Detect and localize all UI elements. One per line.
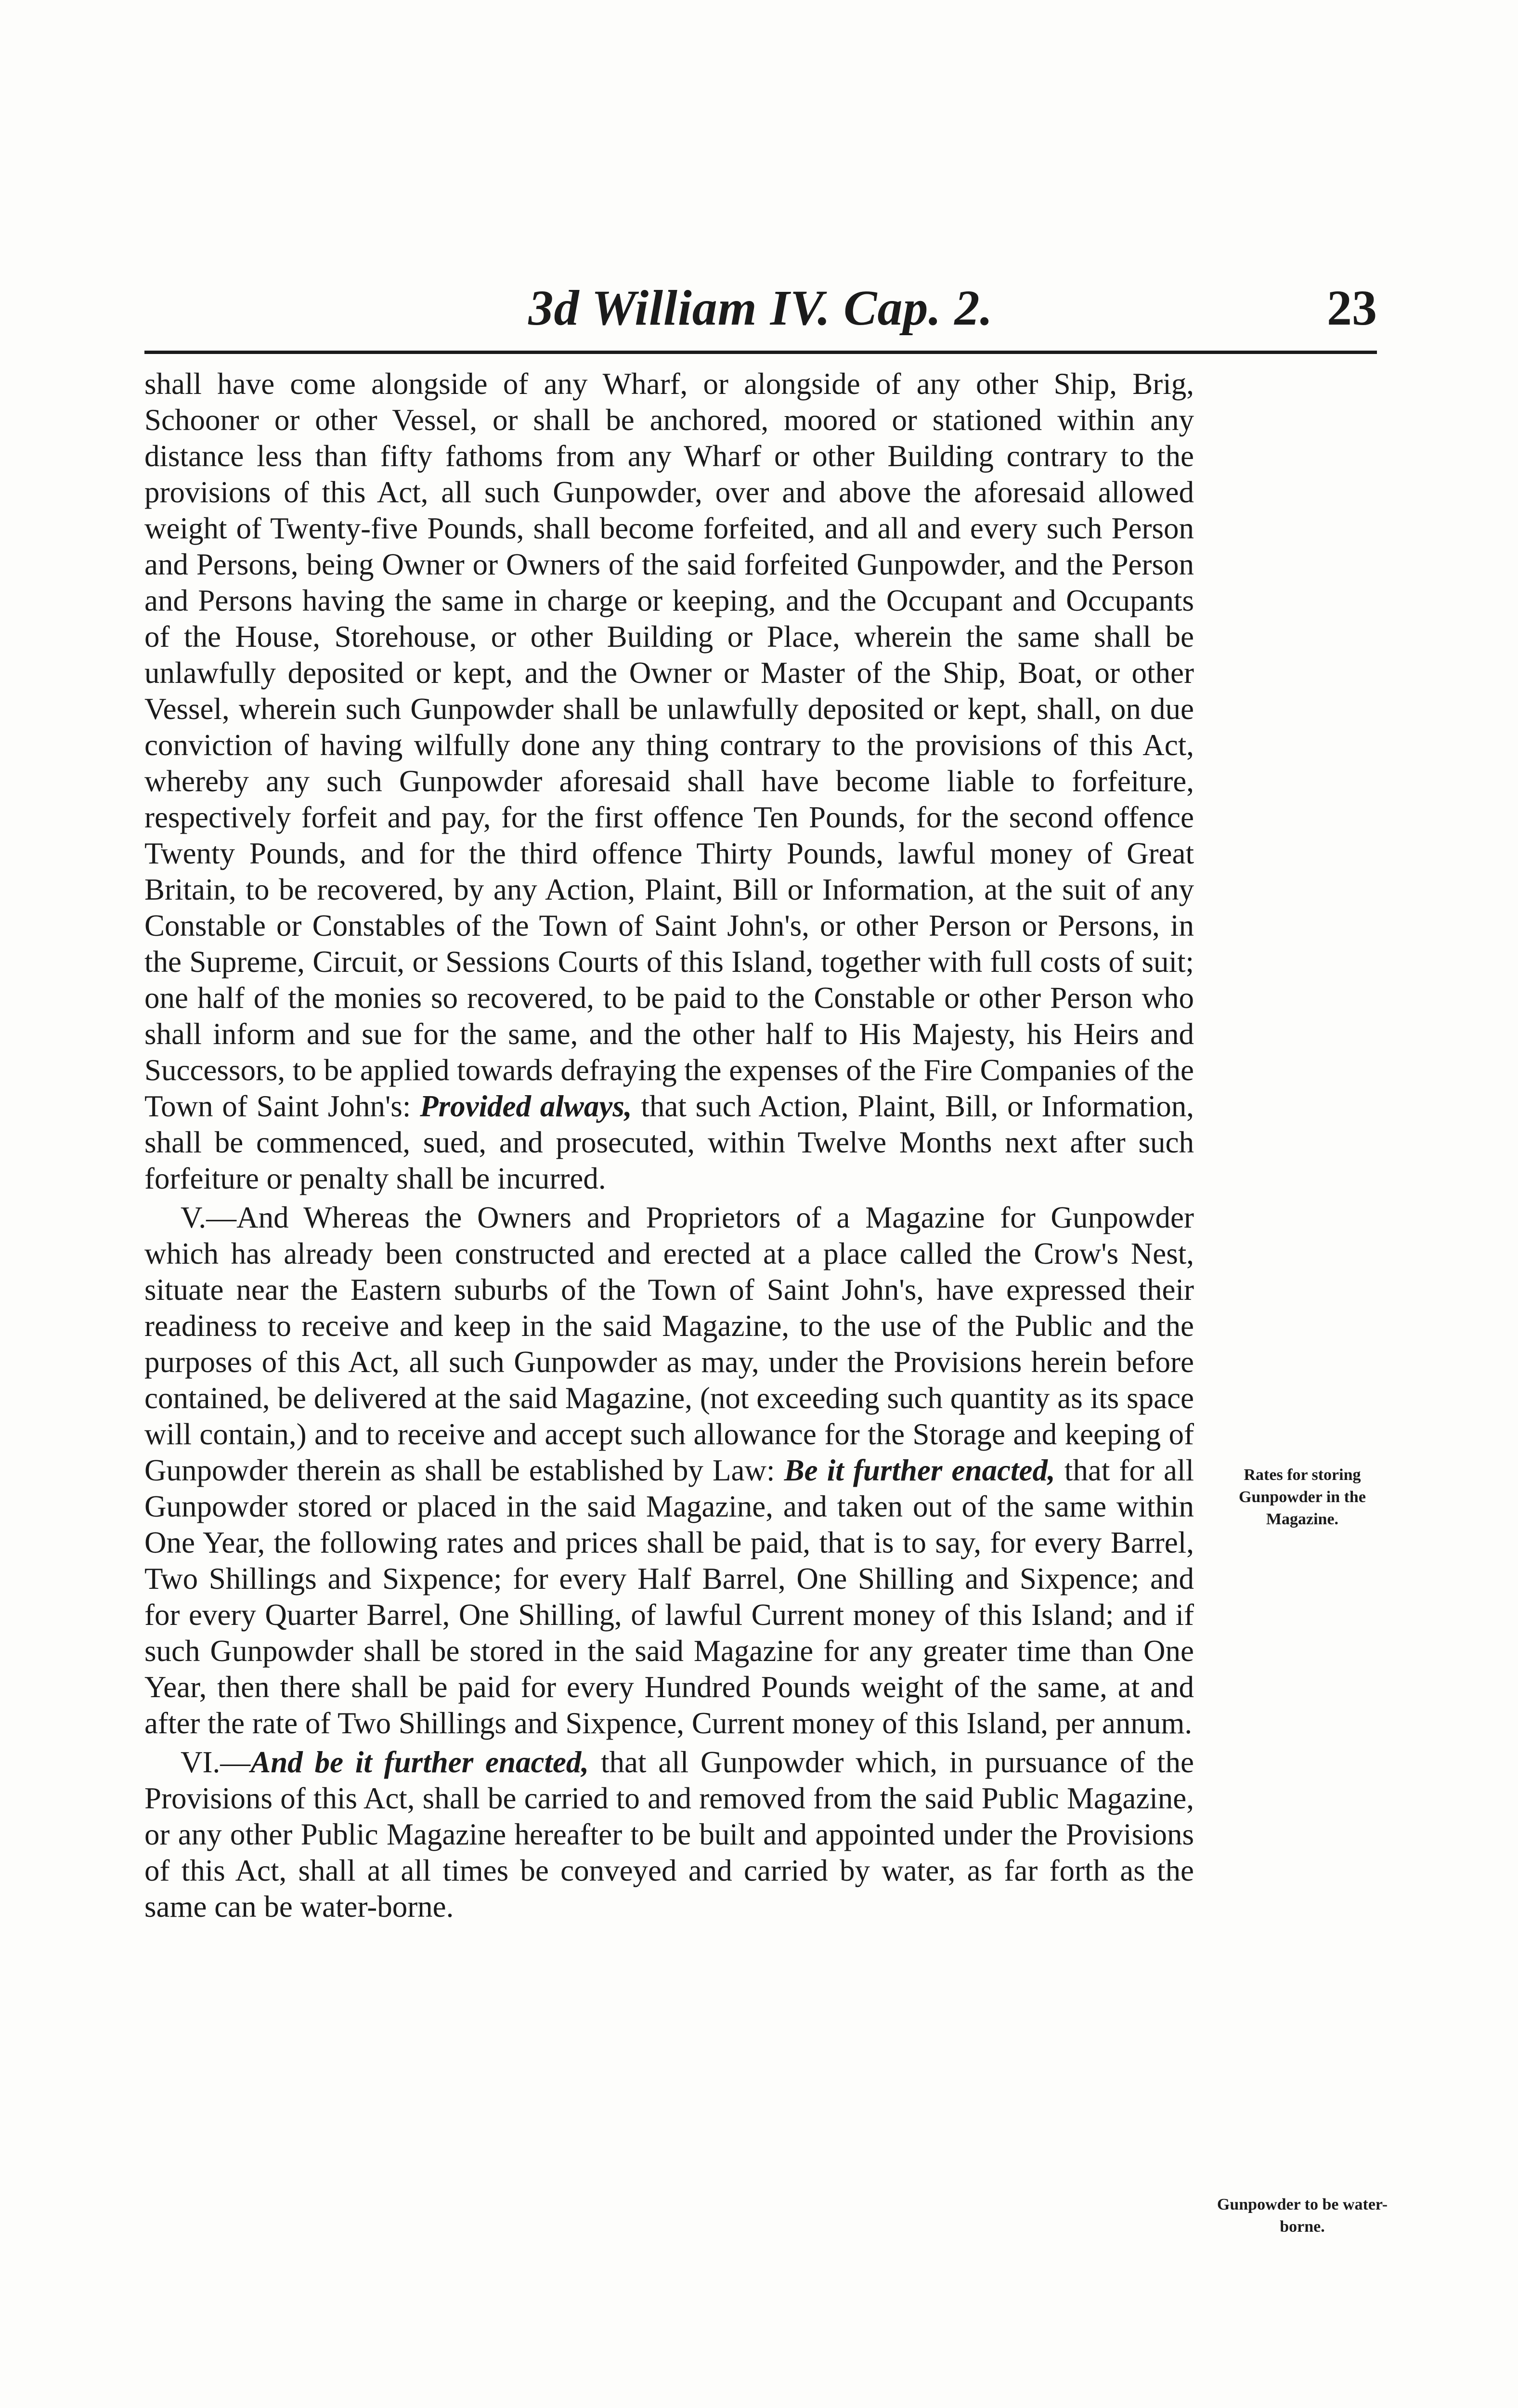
running-title: 3d William IV. Cap. 2. xyxy=(528,280,993,336)
section-v-paragraph xyxy=(144,1200,1194,1741)
section-vi-end-text: that all Gunpowder which, in pursuance of the Provisions of this Act, shall be carried to and removed from the said Public Magazine, or any other Public Magazine hereafter to be built and appointed under the Provisions of this Act, shall at all times be conveyed and carried by water, as far forth as the same can be water-borne. xyxy=(144,1745,1194,1924)
section-vi-paragraph xyxy=(144,1744,1194,1925)
page-number: 23 xyxy=(1327,280,1377,336)
section-v-enacting-phrase: Be it further enacted, xyxy=(784,1453,1055,1487)
running-head xyxy=(144,270,1377,347)
section-vi-enacting-phrase: And be it further enacted, xyxy=(250,1745,589,1779)
continuation-end-text: that such Action, Plaint, Bill, or Information, shall be commenced, sued, and prosecuted, within Twelve Months next after such forfeiture or penalty shall be incurred. xyxy=(144,1089,1194,1195)
marginal-note-storage-rates: Rates for storing Gunpowder in the Magazine. xyxy=(1239,1466,1366,1528)
marginal-note-water-borne: Gunpowder to be water-borne. xyxy=(1217,2196,1388,2236)
section-v-end-text: that for all Gunpowder stored or placed in the said Magazine, and taken out of the same within One Year, the following rates and prices shall be paid, that is to say, for every Barrel, Two Shillings and Sixpence; for every Half Barrel, One Shilling and Sixpence; and for every Quarter Barrel, One Shilling, of lawful Current money of this Island; and if such Gunpowder shall be stored in the said Magazine for any greater time than One Year, then there shall be paid for every Hundred Pounds weight of the same, at and after the rate of Two Shillings and Sixpence, Current money of this Island, per annum. xyxy=(144,1453,1194,1740)
section-v-text: V.—And Whereas the Owners and Proprietors of a Magazine for Gunpowder which has already been constructed and erected at a place called the Crow's Nest, situate near the Eastern suburbs of the Town of Saint John's, have expressed their readiness to receive and keep in the said Magazine, to the use of the Public and the purposes of this Act, all such Gunpowder as may, under the Provisions herein before contained, be delivered at the said Magazine, (not exceeding such quantity as its space will contain,) and to receive and accept such allowance for the Storage and keeping of Gunpowder therein as shall be established by Law: xyxy=(144,1201,1194,1487)
section-vi-number: VI.— xyxy=(181,1745,251,1779)
continuation-paragraph xyxy=(144,366,1194,1197)
proviso-phrase: Provided always, xyxy=(420,1089,632,1123)
header-rule xyxy=(144,351,1377,354)
continuation-text: shall have come alongside of any Wharf, or alongside of any other Ship, Brig, Schooner or other Vessel, or shall be anchored, moored or stationed within any distance less than fifty fathoms from any Wharf or other Building contrary to the provisions of this Act, all such Gunpowder, over and above the aforesaid allowed weight of Twenty-five Pounds, shall become forfeited, and all and every such Person and Persons, being Owner or Owners of the said forfeited Gunpowder, and the Person and Persons having the same in charge or keeping, and the Occupant and Occupants of the House, Storehouse, or other Building or Place, wherein the same shall be unlawfully deposited or kept, and the Owner or Master of the Ship, Boat, or other Vessel, wherein such Gunpowder shall be unlawfully deposited or kept, shall, on due conviction of having wilfully done any thing contrary to the provisions of this Act, whereby any such Gunpowder aforesaid shall have become liable to forfeiture, respectively forfeit and pay, for the first offence Ten Pounds, for the second offence Twenty Pounds, and for the third offence Thirty Pounds, lawful money of Great Britain, to be recovered, by any Action, Plaint, Bill or Information, at the suit of any Constable or Constables of the Town of Saint John's, or other Person or Persons, in the Supreme, Circuit, or Sessions Courts of this Island, together with full costs of suit; one half of the monies so recovered, to be paid to the Constable or other Person who shall inform and sue for the same, and the other half to His Majesty, his Heirs and Successors, to be applied towards defraying the expenses of the Fire Companies of the Town of Saint John's: xyxy=(144,367,1194,1123)
body-text xyxy=(144,366,1194,1925)
